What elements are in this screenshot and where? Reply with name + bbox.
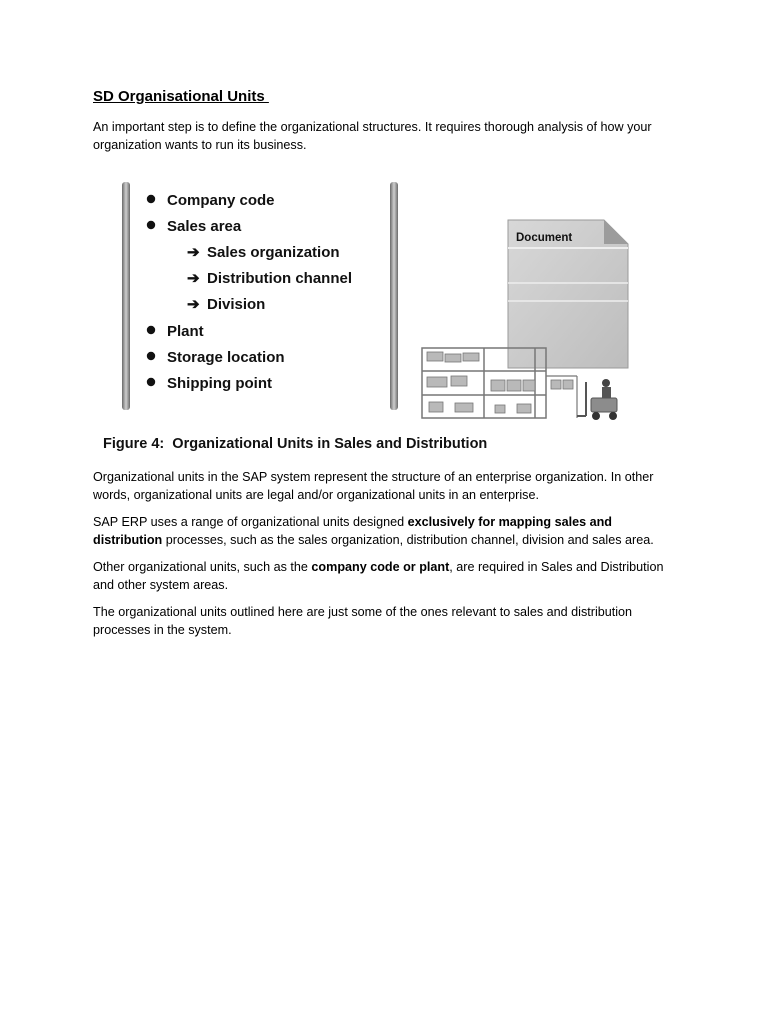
body-paragraph-other-units	[93, 559, 683, 594]
bullet-shipping-point: Shipping point	[167, 375, 272, 392]
sub-item-sales-organization: Sales organization	[207, 244, 340, 261]
bullet-plant: Plant	[167, 323, 204, 340]
paragraph-text: SAP ERP uses a range of organizational units designed	[93, 515, 408, 529]
bullet-sales-area: Sales area	[167, 218, 242, 235]
document-icon	[508, 220, 628, 368]
bullet-dot	[147, 195, 155, 203]
figure-graphic	[95, 176, 640, 456]
arrow-icon: ➔	[187, 296, 200, 313]
figure-caption: Figure 4: Organizational Units in Sales and Distribution	[103, 436, 488, 452]
intro-paragraph: An important step is to define the organizational structures. It requires thorough analysis of how your organization wants to run its business.	[93, 120, 652, 152]
paragraph-text: processes, such as the sales organization, distribution channel, division and sales area.	[162, 532, 654, 547]
bullet-storage-location: Storage location	[167, 349, 285, 366]
bullet-list	[147, 192, 352, 392]
page-title: SD Organisational Units	[93, 88, 269, 105]
bullet-dot	[147, 352, 155, 360]
arrow-icon: ➔	[187, 244, 200, 261]
sub-item-division: Division	[207, 296, 266, 313]
forklift-icon	[577, 379, 617, 420]
paragraph-text: , are required in Sales and Distribution and other system areas.	[93, 560, 664, 592]
sub-item-distribution-channel: Distribution channel	[207, 270, 353, 287]
bullet-company-code: Company code	[167, 192, 275, 209]
document-label: Document	[516, 232, 573, 244]
bullet-dot	[147, 221, 155, 229]
bold-phrase: exclusively for mapping sales and distribution	[93, 515, 612, 547]
body-paragraph-outlined-units: The organizational units outlined here are just some of the ones relevant to sales and distribution processes in the system.	[93, 605, 633, 637]
org-units-figure	[95, 176, 640, 456]
bullet-dot	[147, 326, 155, 334]
right-divider-bar	[390, 182, 398, 410]
paragraph-text: Other organizational units, such as the	[93, 560, 312, 574]
left-divider-bar	[122, 182, 130, 410]
bullet-dot	[147, 378, 155, 386]
body-paragraph-sap-erp	[93, 514, 683, 549]
bold-phrase: company code or plant	[311, 560, 450, 574]
arrow-icon: ➔	[187, 270, 200, 287]
body-paragraph-org-units: Organizational units in the SAP system represent the structure of an enterprise organization. In other words, organizational units are legal and/or organizational units in an enterprise.	[93, 470, 654, 502]
